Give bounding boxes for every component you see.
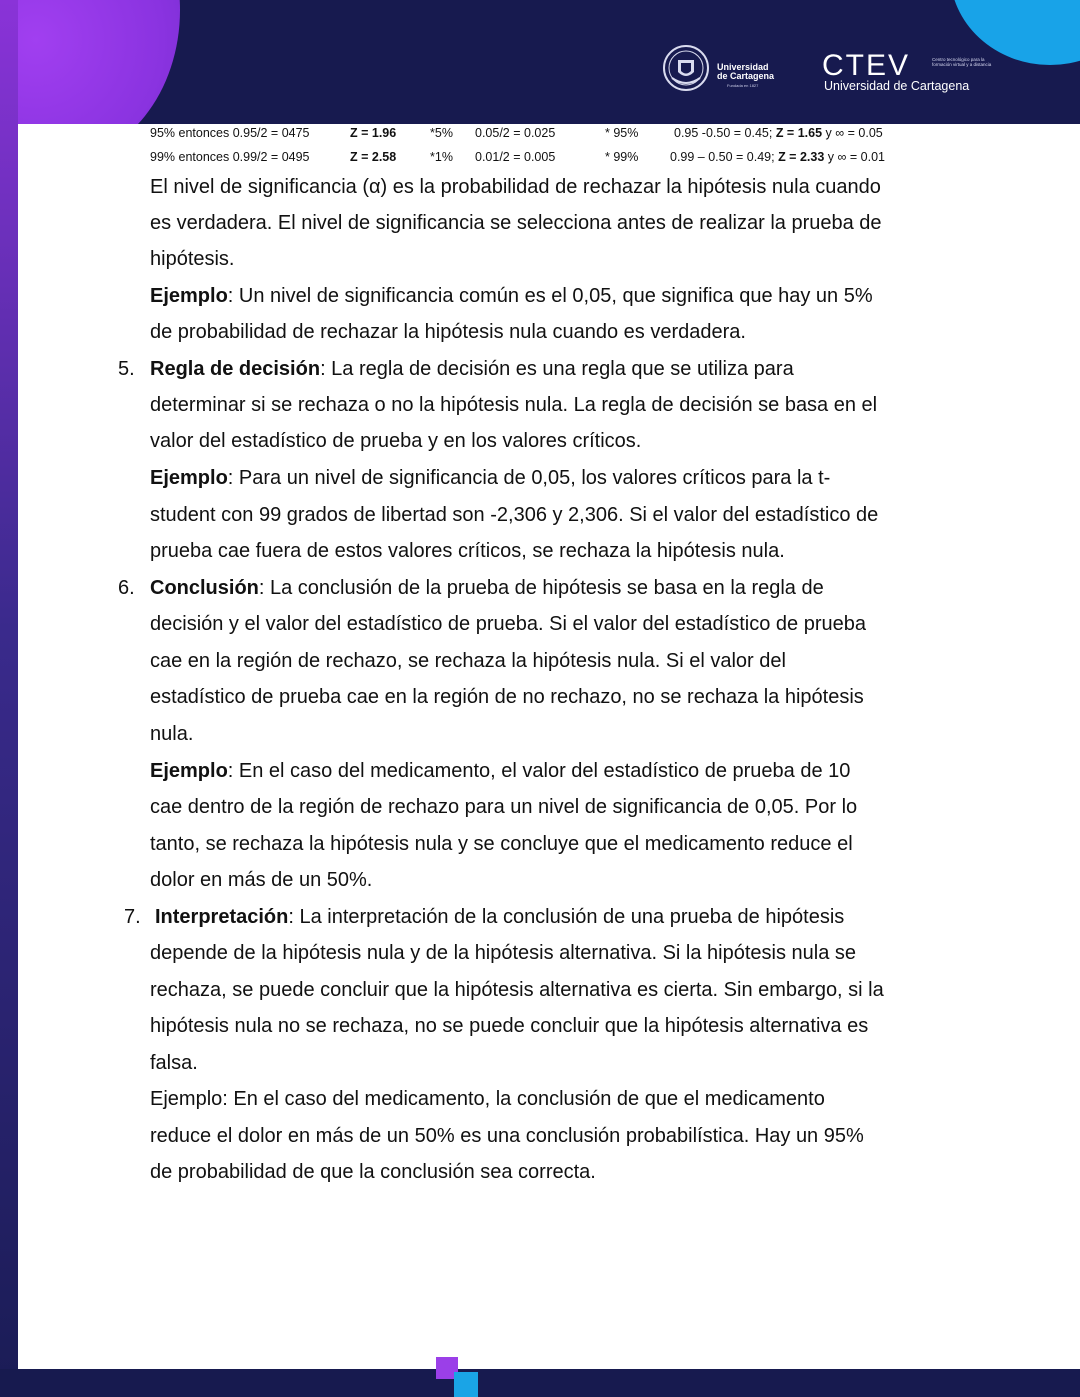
ref-percent: *1% xyxy=(430,150,453,164)
ref-calc-z: Z = 2.33 xyxy=(778,150,825,164)
list-item-text: : La conclusión de la prueba de hipótesis se basa en la regla de xyxy=(258,577,824,599)
ref-half: 0.05/2 = 0.025 xyxy=(475,126,556,140)
paragraph-line: depende de la hipótesis nula y de la hipótesis alternativa. Si la hipótesis nula se xyxy=(150,942,857,964)
paragraph-line: valor del estadístico de prueba y en los valores críticos. xyxy=(150,430,642,452)
ctev-logo xyxy=(822,49,992,96)
ref-confidence: 95% entonces 0.95/2 = 0475 xyxy=(150,126,310,140)
example-text: : En el caso del medicamento, el valor del estadístico de prueba de 10 xyxy=(227,760,851,782)
ref-z: Z = 1.96 xyxy=(350,126,397,140)
paragraph-line: rechaza, se puede concluir que la hipótesis alternativa es cierta. Sin embargo, si la xyxy=(150,979,884,1001)
left-accent-band xyxy=(0,0,18,1397)
example-line: de probabilidad de que la conclusión sea correcta. xyxy=(150,1161,596,1183)
list-item-text: : La regla de decisión es una regla que se utiliza para xyxy=(320,358,794,380)
example-line: cae dentro de la región de rechazo para un nivel de significancia de 0,05. Por lo xyxy=(150,796,858,818)
list-item-text: : La interpretación de la conclusión de una prueba de hipótesis xyxy=(288,906,845,928)
paragraph-line: es verdadera. El nivel de significancia se selecciona antes de realizar la prueba de xyxy=(150,212,882,234)
example-line xyxy=(150,283,873,309)
university-founded: Fundada en 1827 xyxy=(727,83,759,88)
list-number: 6. xyxy=(118,577,135,599)
example-line: dolor en más de un 50%. xyxy=(150,869,373,891)
ref-percent: *5% xyxy=(430,126,453,140)
example-text: : Para un nivel de significancia de 0,05, los valores críticos para la t- xyxy=(227,467,831,489)
list-item-title: Interpretación xyxy=(155,906,289,928)
university-seal-icon xyxy=(662,44,710,92)
list-item-heading xyxy=(155,904,844,930)
ref-z: Z = 2.58 xyxy=(350,150,397,164)
example-label: Ejemplo xyxy=(150,467,228,489)
example-line xyxy=(150,465,830,491)
ctev-subtitle: Universidad de Cartagena xyxy=(824,79,970,93)
paragraph-line: estadístico de prueba cae en la región de no rechazo, no se rechaza la hipótesis xyxy=(150,686,864,708)
ref-calc-post: y ∞ = 0.01 xyxy=(824,150,885,164)
example-line: prueba cae fuera de estos valores críticos, se rechaza la hipótesis nula. xyxy=(150,540,785,562)
example-line: de probabilidad de rechazar la hipótesis nula cuando es verdadera. xyxy=(150,321,746,343)
purple-decoration xyxy=(0,0,180,124)
list-number: 7. xyxy=(124,906,141,928)
university-name xyxy=(717,63,774,81)
university-name-line2: de Cartagena xyxy=(717,71,775,81)
paragraph-line: determinar si se rechaza o no la hipótesis nula. La regla de decisión se basa en el xyxy=(150,394,878,416)
paragraph-line: cae en la región de rechazo, se rechaza la hipótesis nula. Si el valor del xyxy=(150,650,786,672)
example-line xyxy=(150,758,850,784)
ctev-tagline: Centro tecnológico para la formación virtual y a distancia xyxy=(932,57,992,67)
ref-tail: * 95% xyxy=(605,126,639,140)
list-item-title: Regla de decisión xyxy=(150,358,321,380)
ref-calc-z: Z = 1.65 xyxy=(775,126,823,140)
footer-cyan-square xyxy=(454,1372,478,1397)
university-logo xyxy=(662,44,782,94)
ref-calc-pre: 0.95 -0.50 = 0.45; xyxy=(674,126,776,140)
paragraph-line: hipótesis. xyxy=(150,248,235,270)
example-line: reduce el dolor en más de un 50% es una conclusión probabilística. Hay un 95% xyxy=(150,1125,864,1147)
example-text: : Un nivel de significancia común es el 0,05, que significa que hay un 5% xyxy=(227,285,873,307)
example-label: Ejemplo xyxy=(150,760,228,782)
paragraph-line: decisión y el valor del estadístico de prueba. Si el valor del estadístico de prueba xyxy=(150,613,866,635)
ref-calc-pre: 0.99 – 0.50 = 0.49; xyxy=(670,150,779,164)
example-label: Ejemplo xyxy=(150,285,228,307)
list-item-heading xyxy=(150,356,794,382)
list-item-title: Conclusión xyxy=(150,577,259,599)
example-line: tanto, se rechaza la hipótesis nula y se concluye que el medicamento reduce el xyxy=(150,833,853,855)
list-item-heading xyxy=(150,575,824,601)
paragraph-line: El nivel de significancia (α) es la probabilidad de rechazar la hipótesis nula cuando xyxy=(150,176,881,198)
ref-calc-post: y ∞ = 0.05 xyxy=(822,126,883,140)
ctev-mark: CTEV xyxy=(822,49,911,82)
example-line: student con 99 grados de libertad son -2,306 y 2,306. Si el valor del estadístico de xyxy=(150,504,879,526)
paragraph-line: hipótesis nula no se rechaza, no se puede concluir que la hipótesis alternativa es xyxy=(150,1015,869,1037)
example-line: Ejemplo: En el caso del medicamento, la conclusión de que el medicamento xyxy=(150,1088,825,1110)
list-number: 5. xyxy=(118,358,135,380)
paragraph-line: falsa. xyxy=(150,1052,198,1074)
ref-tail: * 99% xyxy=(605,150,639,164)
university-name-line1: Universidad xyxy=(717,62,769,72)
ref-calc xyxy=(674,125,883,141)
ref-confidence: 99% entonces 0.99/2 = 0495 xyxy=(150,150,310,164)
header-band xyxy=(0,0,1080,124)
footer-band xyxy=(0,1369,1080,1397)
ref-half: 0.01/2 = 0.005 xyxy=(475,150,556,164)
ref-calc xyxy=(670,149,885,165)
paragraph-line: nula. xyxy=(150,723,194,745)
